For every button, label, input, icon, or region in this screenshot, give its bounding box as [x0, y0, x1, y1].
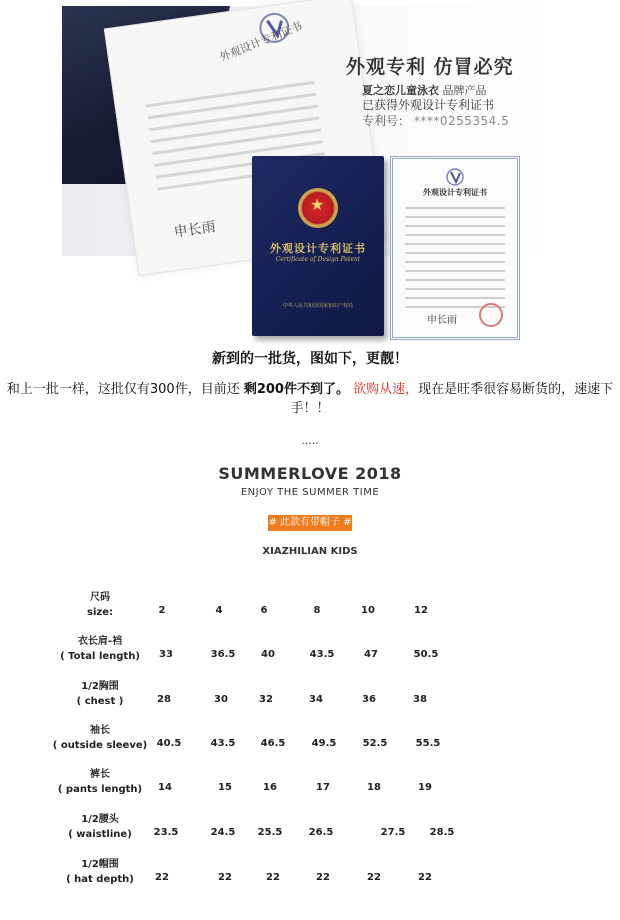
size-cell: 24.5: [210, 827, 236, 838]
size-row-label-en: ( pants length): [57, 784, 143, 795]
size-cell: 22: [316, 872, 330, 883]
size-cell: 19: [418, 782, 432, 793]
size-cell: 33: [159, 649, 173, 660]
paper-title: 外观设计专利证书: [217, 19, 305, 65]
size-row-label-cn: 1/2帽围: [81, 859, 119, 870]
notice-red: 欲购从速，: [348, 382, 419, 397]
notice-part-2: 现在是旺季很容易断货的，速速下手！！: [290, 382, 614, 416]
size-cell: 17: [316, 782, 330, 793]
size-cell: 22: [266, 872, 280, 883]
hat-included-badge: # 此款有带帽子 #: [268, 515, 352, 531]
collection-title: SUMMERLOVE 2018: [218, 464, 402, 483]
size-cell: 55.5: [415, 738, 441, 749]
size-cell: 8: [313, 605, 321, 616]
size-row-label-cn: 尺码: [90, 592, 110, 603]
size-cell: 12: [414, 605, 428, 616]
brand-suffix: 品牌产品: [442, 84, 487, 97]
size-cell: 25.5: [257, 827, 283, 838]
patent-banner: [0, 0, 620, 345]
size-cell: 10: [361, 605, 375, 616]
red-seal-icon: [479, 303, 503, 327]
size-cell: 43.5: [210, 738, 236, 749]
size-row-label-cn: 1/2腰头: [81, 814, 119, 825]
size-cell: 22: [155, 872, 169, 883]
size-cell: 40: [261, 649, 275, 660]
notice-strong: 剩200件不到了。: [243, 382, 349, 397]
national-emblem-icon: [298, 188, 338, 228]
size-cell: 15: [218, 782, 232, 793]
patent-number-value: ****0255354.5: [413, 114, 510, 128]
patent-number-label: 专利号：: [362, 114, 411, 128]
patent-slogan: 外观专利 仿冒必究: [346, 56, 514, 78]
book-footer: 中华人民共和国国家知识产权局: [282, 303, 353, 309]
size-cell: 2: [158, 605, 166, 616]
size-cell: 50.5: [413, 649, 439, 660]
size-cell: 36.5: [210, 649, 236, 660]
size-cell: 14: [158, 782, 172, 793]
size-cell: 22: [418, 872, 432, 883]
cert-text-lines: [405, 207, 505, 315]
patent-obtained-text: 已获得外观设计专利证书: [362, 98, 495, 112]
size-cell: 22: [367, 872, 381, 883]
size-cell: 49.5: [311, 738, 337, 749]
cert-logo-icon: [445, 167, 465, 187]
stock-notice: [4, 380, 616, 418]
separator-dots: .....: [301, 434, 319, 447]
size-row-label-en: ( chest ): [76, 696, 124, 707]
book-title: 外观设计专利证书: [270, 242, 366, 255]
size-cell: 43.5: [309, 649, 335, 660]
size-cell: 38: [413, 694, 427, 705]
size-cell: 22: [218, 872, 232, 883]
size-cell: 46.5: [260, 738, 286, 749]
size-cell: 40.5: [156, 738, 182, 749]
brand-name: 夏之恋儿童泳衣: [362, 84, 439, 97]
size-cell: 16: [263, 782, 277, 793]
size-cell: 32: [259, 694, 273, 705]
size-row-label-cn: 1/2胸围: [81, 681, 119, 692]
brand-kids-label: XIAZHILIAN KIDS: [262, 546, 358, 557]
size-cell: 4: [215, 605, 223, 616]
signature: 申长雨: [172, 219, 217, 241]
cert-signature: 申长雨: [427, 315, 457, 326]
size-cell: 6: [260, 605, 268, 616]
certificate-page: [390, 156, 520, 340]
size-row-label-en: ( Total length): [60, 651, 140, 662]
notice-part-1: 和上一批一样，这批仅有300件，目前还: [6, 382, 244, 397]
size-cell: 26.5: [308, 827, 334, 838]
size-cell: 28.5: [429, 827, 455, 838]
size-row-label-cn: 衣长肩-裆: [77, 636, 123, 647]
certificate-book-cover: [252, 156, 384, 336]
size-cell: 18: [367, 782, 381, 793]
size-row-label-en: ( outside sleeve): [52, 740, 148, 751]
size-row-label-en: size:: [87, 607, 113, 618]
size-cell: 28: [157, 694, 171, 705]
size-cell: 27.5: [380, 827, 406, 838]
size-cell: 30: [214, 694, 228, 705]
collection-subtitle: ENJOY THE SUMMER TIME: [240, 487, 380, 498]
headline: 新到的一批货，图如下，更靓！: [212, 351, 408, 367]
cert-title: 外观设计专利证书: [423, 187, 487, 197]
size-row-label-cn: 袖长: [90, 725, 110, 736]
size-row-label-en: ( hat depth): [66, 874, 134, 885]
size-cell: 47: [364, 649, 378, 660]
size-cell: 52.5: [362, 738, 388, 749]
size-row-label-cn: 裤长: [90, 769, 110, 780]
size-cell: 36: [362, 694, 376, 705]
size-row-label-en: ( waistline): [68, 829, 132, 840]
patent-number-line: [362, 112, 509, 129]
size-cell: 34: [309, 694, 323, 705]
book-subtitle: Certificate of Design Patent: [275, 256, 361, 263]
size-cell: 23.5: [153, 827, 179, 838]
